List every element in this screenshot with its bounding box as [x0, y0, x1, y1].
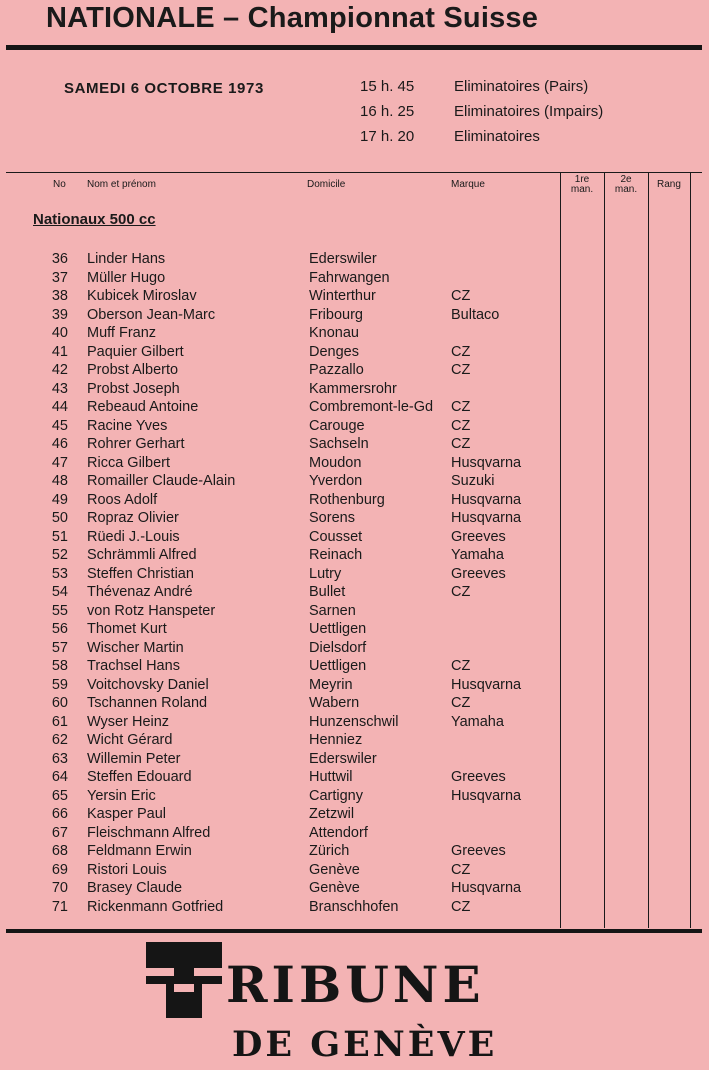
schedule-label: Eliminatoires (Pairs): [454, 78, 589, 95]
page-title: NATIONALE – Championnat Suisse: [46, 2, 539, 34]
rider-name: Ricca Gilbert: [87, 454, 170, 471]
rider-number: 67: [51, 824, 68, 841]
rider-number: 64: [51, 769, 68, 785]
rider-number: 53: [51, 565, 68, 582]
rider-domicile: Wabern: [309, 695, 360, 711]
rider-marque: Greeves: [451, 843, 506, 859]
rider-name: Wischer Martin: [87, 639, 184, 656]
rider-marque: CZ: [451, 343, 471, 360]
rider-marque: CZ: [451, 362, 471, 378]
table-row: [0, 566, 560, 585]
rider-name: Willemin Peter: [87, 750, 181, 767]
rider-domicile: Genève: [309, 880, 360, 896]
rider-domicile: Uettligen: [309, 621, 367, 637]
table-row: [0, 251, 560, 270]
schedule-label: Eliminatoires: [454, 128, 540, 145]
rider-number: 51: [51, 528, 68, 545]
rider-domicile: Uettligen: [309, 658, 367, 674]
rider-name: Schrämmli Alfred: [87, 547, 197, 563]
rider-number: 63: [51, 750, 68, 767]
rider-number: 59: [51, 676, 68, 693]
rider-list: [0, 251, 560, 917]
tribune-logo-mark: [146, 942, 222, 1018]
rider-number: 38: [51, 288, 68, 304]
rider-name: Trachsel Hans: [87, 658, 180, 674]
rider-domicile: Sarnen: [309, 602, 356, 619]
rider-marque: Yamaha: [451, 713, 504, 730]
header-man2: [606, 175, 646, 195]
table-row: [0, 677, 560, 696]
table-row: [0, 344, 560, 363]
rider-marque: Yamaha: [451, 547, 504, 563]
rider-name: Roos Adolf: [87, 491, 158, 508]
table-row: [0, 381, 560, 400]
rider-name: Oberson Jean-Marc: [87, 306, 216, 323]
rider-marque: CZ: [451, 898, 471, 915]
schedule-row: [360, 103, 690, 128]
rider-marque: Suzuki: [451, 473, 495, 489]
table-row: [0, 418, 560, 437]
event-date: SAMEDI 6 OCTOBRE 1973: [64, 80, 264, 97]
table-row: [0, 640, 560, 659]
rider-name: Thévenaz André: [87, 584, 193, 600]
rider-domicile: Bullet: [309, 584, 346, 600]
rider-name: Probst Alberto: [87, 362, 179, 378]
rider-number: 68: [51, 843, 68, 859]
top-rule: [6, 45, 702, 50]
rider-domicile: Branschhofen: [309, 898, 399, 915]
rider-number: 41: [51, 343, 68, 360]
table-row: [0, 510, 560, 529]
table-row: [0, 806, 560, 825]
table-row: [0, 399, 560, 418]
rider-name: Rohrer Gerhart: [87, 436, 185, 452]
table-row: [0, 714, 560, 733]
table-row: [0, 899, 560, 918]
rider-marque: CZ: [451, 584, 471, 600]
table-row: [0, 455, 560, 474]
header-rang: Rang: [657, 179, 681, 190]
rider-name: Wicht Gérard: [87, 732, 173, 748]
rider-name: Ristori Louis: [87, 861, 167, 878]
rider-domicile: Fahrwangen: [309, 269, 390, 286]
rider-marque: Greeves: [451, 769, 506, 785]
rider-marque: CZ: [451, 417, 471, 434]
rider-domicile: Ederswiler: [309, 750, 377, 767]
table-row: [0, 307, 560, 326]
rider-marque: Husqvarna: [451, 454, 522, 471]
table-row: [0, 362, 560, 381]
table-row: [0, 732, 560, 751]
rider-number: 46: [51, 436, 68, 452]
rider-domicile: Lutry: [309, 565, 342, 582]
rider-number: 43: [51, 380, 68, 397]
rider-name: Racine Yves: [87, 417, 168, 434]
rider-name: Rickenmann Gotfried: [87, 898, 224, 915]
rider-domicile: Combremont-le-Gd: [309, 399, 434, 415]
rider-name: Steffen Christian: [87, 565, 194, 582]
rider-number: 42: [51, 362, 68, 378]
rider-domicile: Hunzenschwil: [309, 713, 399, 730]
column-divider: [560, 172, 561, 928]
rider-number: 40: [51, 325, 68, 341]
table-row: [0, 695, 560, 714]
table-row: [0, 492, 560, 511]
rider-name: Wyser Heinz: [87, 713, 170, 730]
rider-domicile: Sachseln: [309, 436, 369, 452]
schedule-time: 17 h. 20: [360, 128, 415, 145]
rider-name: Linder Hans: [87, 251, 166, 267]
rider-name: Kubicek Miroslav: [87, 288, 197, 304]
rider-name: Rüedi J.-Louis: [87, 528, 180, 545]
rider-marque: Greeves: [451, 528, 506, 545]
rider-name: Paquier Gilbert: [87, 343, 184, 360]
header-man1: [562, 175, 602, 195]
table-row: [0, 621, 560, 640]
rider-name: Ropraz Olivier: [87, 510, 179, 526]
rider-number: 45: [51, 417, 68, 434]
header-domicile: Domicile: [307, 179, 346, 190]
rider-name: Thomet Kurt: [87, 621, 167, 637]
schedule-time: 16 h. 25: [360, 103, 415, 120]
rider-domicile: Attendorf: [309, 824, 368, 841]
rider-domicile: Dielsdorf: [309, 639, 367, 656]
rider-number: 58: [51, 658, 68, 674]
rider-marque: CZ: [451, 695, 471, 711]
rider-number: 62: [51, 732, 68, 748]
rider-marque: Husqvarna: [451, 787, 522, 804]
rider-name: Muff Franz: [87, 325, 157, 341]
table-row: [0, 529, 560, 548]
schedule-row: [360, 78, 690, 103]
rider-marque: CZ: [451, 436, 471, 452]
rider-number: 69: [51, 861, 68, 878]
schedule: [360, 78, 690, 153]
rider-number: 55: [51, 602, 68, 619]
rider-domicile: Meyrin: [309, 676, 353, 693]
rider-domicile: Henniez: [309, 732, 363, 748]
rider-name: Steffen Edouard: [87, 769, 192, 785]
rider-number: 39: [51, 306, 68, 323]
rider-marque: Husqvarna: [451, 676, 522, 693]
rider-marque: CZ: [451, 658, 471, 674]
column-divider: [604, 172, 605, 928]
rider-number: 70: [51, 880, 68, 896]
rider-name: Kasper Paul: [87, 806, 166, 822]
rider-name: Fleischmann Alfred: [87, 824, 211, 841]
rider-name: Voitchovsky Daniel: [87, 676, 209, 693]
header-marque: Marque: [451, 179, 485, 190]
rider-name: Yersin Eric: [87, 787, 156, 804]
table-row: [0, 436, 560, 455]
rider-number: 48: [51, 473, 68, 489]
table-row: [0, 473, 560, 492]
schedule-time: 15 h. 45: [360, 78, 415, 95]
rider-domicile: Denges: [309, 343, 359, 360]
table-row: [0, 270, 560, 289]
rider-name: Romailler Claude-Alain: [87, 473, 236, 489]
header-man2-line1: 2e: [620, 174, 632, 185]
section-title: Nationaux 500 cc: [33, 211, 156, 228]
rider-domicile: Rothenburg: [309, 491, 385, 508]
rider-domicile: Cartigny: [309, 787, 363, 804]
rider-number: 71: [51, 898, 68, 915]
rider-marque: Husqvarna: [451, 491, 522, 508]
table-row: [0, 880, 560, 899]
header-num: No: [53, 179, 66, 190]
rider-number: 66: [51, 806, 68, 822]
table-row: [0, 843, 560, 862]
logo-wordmark-tribune: RIBUNE: [226, 955, 485, 1014]
rider-number: 56: [51, 621, 68, 637]
rider-number: 52: [51, 547, 68, 563]
rider-domicile: Kammersrohr: [309, 380, 397, 397]
rider-marque: CZ: [451, 861, 471, 878]
rider-marque: Husqvarna: [451, 510, 522, 526]
rider-domicile: Pazzallo: [309, 362, 364, 378]
schedule-row: [360, 128, 690, 153]
rider-domicile: Huttwil: [309, 769, 353, 785]
rider-number: 50: [51, 510, 68, 526]
table-row: [0, 825, 560, 844]
rider-domicile: Zürich: [309, 843, 350, 859]
table-row: [0, 547, 560, 566]
table-row: [0, 288, 560, 307]
table-top-rule: [6, 172, 702, 173]
column-divider: [648, 172, 649, 928]
rider-number: 36: [51, 251, 68, 267]
rider-domicile: Fribourg: [309, 306, 363, 323]
rider-name: von Rotz Hanspeter: [87, 602, 216, 619]
table-row: [0, 584, 560, 603]
schedule-label: Eliminatoires (Impairs): [454, 103, 604, 120]
header-man1-line1: 1re: [574, 174, 590, 185]
rider-domicile: Reinach: [309, 547, 363, 563]
header-name: Nom et prénom: [87, 179, 156, 190]
rider-domicile: Sorens: [309, 510, 355, 526]
header-man2-line2: man.: [614, 184, 638, 195]
rider-marque: CZ: [451, 399, 471, 415]
rider-name: Feldmann Erwin: [87, 843, 192, 859]
rider-domicile: Genève: [309, 861, 360, 878]
rider-marque: Greeves: [451, 565, 506, 582]
rider-number: 37: [51, 269, 68, 286]
table-row: [0, 862, 560, 881]
table-row: [0, 603, 560, 622]
table-row: [0, 751, 560, 770]
rider-number: 54: [51, 584, 68, 600]
rider-number: 61: [51, 713, 68, 730]
rider-marque: Bultaco: [451, 306, 500, 323]
rider-name: Brasey Claude: [87, 880, 183, 896]
rider-domicile: Moudon: [309, 454, 362, 471]
rider-name: Tschannen Roland: [87, 695, 208, 711]
table-row: [0, 658, 560, 677]
rider-domicile: Yverdon: [309, 473, 363, 489]
rider-domicile: Cousset: [309, 528, 363, 545]
table-row: [0, 769, 560, 788]
bottom-rule: [6, 929, 702, 933]
rider-number: 44: [51, 399, 68, 415]
table-row: [0, 788, 560, 807]
table-row: [0, 325, 560, 344]
rider-name: Rebeaud Antoine: [87, 399, 199, 415]
rider-number: 65: [51, 787, 68, 804]
column-divider: [690, 172, 691, 928]
logo-wordmark-de-geneve: DE GENÈVE: [232, 1024, 498, 1065]
rider-number: 57: [51, 639, 68, 656]
rider-number: 60: [51, 695, 68, 711]
rider-marque: CZ: [451, 288, 471, 304]
rider-name: Probst Joseph: [87, 380, 180, 397]
rider-domicile: Carouge: [309, 417, 365, 434]
rider-domicile: Ederswiler: [309, 251, 377, 267]
rider-domicile: Zetzwil: [309, 806, 355, 822]
rider-marque: Husqvarna: [451, 880, 522, 896]
rider-number: 49: [51, 491, 68, 508]
rider-number: 47: [51, 454, 68, 471]
header-man1-line2: man.: [570, 184, 594, 195]
rider-domicile: Knonau: [309, 325, 359, 341]
rider-domicile: Winterthur: [309, 288, 376, 304]
rider-name: Müller Hugo: [87, 269, 166, 286]
